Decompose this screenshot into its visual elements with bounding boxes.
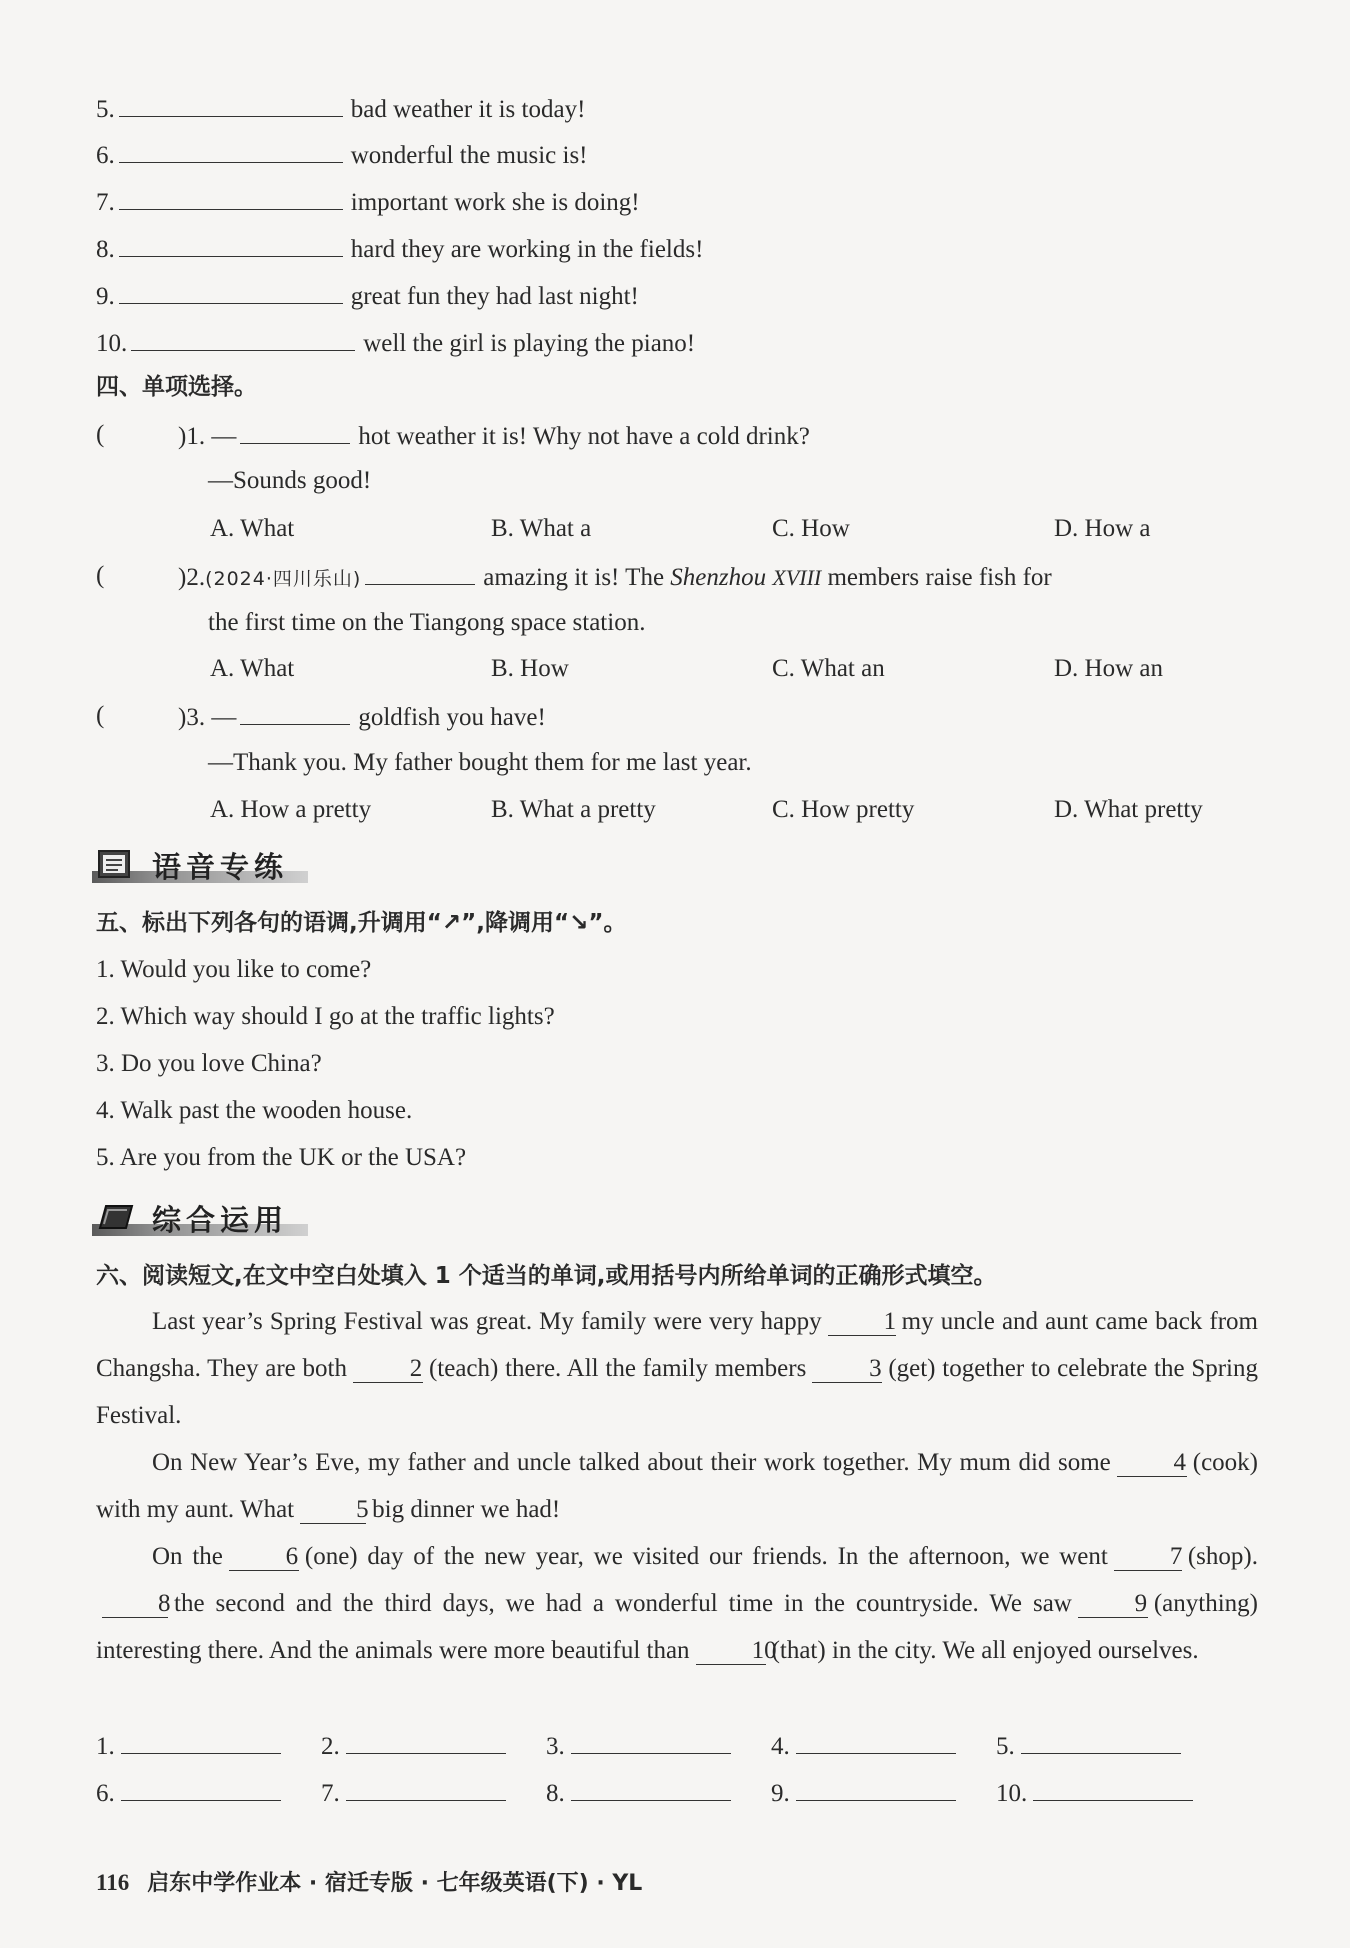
item-text: wonderful the music is! xyxy=(350,142,588,169)
intonation-item: 3. Do you love China? xyxy=(96,1050,322,1077)
option-d[interactable]: D. How a xyxy=(1054,515,1151,542)
question-source: (2024·四川乐山) xyxy=(205,568,362,590)
intonation-item: 4. Walk past the wooden house. xyxy=(96,1097,413,1124)
answer-slot[interactable] xyxy=(996,1776,1193,1810)
passage-text: the second and the third days, we had a wonderful time in the countryside. We saw xyxy=(174,1590,1072,1617)
cloze-blank-6[interactable]: 6 xyxy=(229,1544,299,1571)
answer-number: 3. xyxy=(546,1733,565,1760)
answer-blank[interactable] xyxy=(119,92,343,117)
answer-blank[interactable] xyxy=(119,279,343,304)
section-title-intonation: 五、标出下列各句的语调,升调用“↗”,降调用“↘”。 xyxy=(96,910,627,936)
roman-numeral: XVIII xyxy=(772,565,822,590)
answer-slot[interactable] xyxy=(771,1729,956,1763)
answer-line[interactable] xyxy=(571,1776,731,1801)
passage-paragraph-2 xyxy=(96,1439,1258,1533)
answer-blank[interactable] xyxy=(119,185,343,210)
spacecraft-name: Shenzhou xyxy=(670,564,767,591)
question-number: )1. — xyxy=(178,423,237,450)
passage-paragraph-1 xyxy=(96,1298,1258,1439)
question-2 xyxy=(178,560,1052,595)
passage-paragraph-3 xyxy=(96,1533,1258,1674)
option-b[interactable]: B. How xyxy=(491,655,569,682)
answer-slot[interactable] xyxy=(321,1776,506,1810)
passage-text: (cook) with my aunt. What xyxy=(96,1449,1258,1523)
answer-number: 1. xyxy=(96,1733,115,1760)
answer-blank[interactable] xyxy=(119,232,343,257)
question-text: hot weather it is! Why not have a cold drink? xyxy=(358,423,810,450)
option-b[interactable]: B. What a xyxy=(491,515,592,542)
answer-line[interactable] xyxy=(346,1729,506,1754)
banner-label: 综合运用 xyxy=(152,1203,289,1237)
exclamation-item-7 xyxy=(96,185,640,219)
cloze-blank-9[interactable]: 9 xyxy=(1078,1591,1148,1618)
option-a[interactable]: A. What xyxy=(210,655,295,682)
answer-number: 4. xyxy=(771,1733,790,1760)
answer-slot[interactable] xyxy=(771,1776,956,1810)
question-text: amazing it is! The xyxy=(483,564,665,591)
option-d[interactable]: D. What pretty xyxy=(1054,796,1203,823)
passage-text: (get) together to celebrate the Spring Festival. xyxy=(96,1355,1259,1429)
item-number: 9. xyxy=(96,283,115,310)
section-title-multiple-choice: 四、单项选择。 xyxy=(96,374,257,400)
cloze-blank-8[interactable]: 8 xyxy=(102,1591,168,1618)
option-d[interactable]: D. How an xyxy=(1054,655,1164,682)
question-blank[interactable] xyxy=(240,419,350,444)
item-text: bad weather it is today! xyxy=(350,96,586,123)
question-2-line2: the first time on the Tiangong space station. xyxy=(208,609,646,636)
item-number: 6. xyxy=(96,142,115,169)
item-text: hard they are working in the fields! xyxy=(350,236,704,263)
banner-label: 语音专练 xyxy=(152,850,289,884)
passage-text: (teach) there. All the family members xyxy=(428,1355,807,1382)
question-number: )3. — xyxy=(178,704,237,731)
exclamation-item-8 xyxy=(96,232,703,266)
cloze-blank-4[interactable]: 4 xyxy=(1117,1450,1187,1477)
passage-text: (one) day of the new year, we visited our friends. In the afternoon, we went xyxy=(304,1543,1108,1570)
answer-number: 5. xyxy=(996,1733,1015,1760)
passage-text: (shop). xyxy=(1187,1543,1258,1570)
answer-line[interactable] xyxy=(796,1729,956,1754)
section-banner-integrated xyxy=(92,1196,308,1242)
section-title-cloze: 六、阅读短文,在文中空白处填入 1 个适当的单词,或用括号内所给单词的正确形式填空。 xyxy=(96,1263,997,1289)
option-b[interactable]: B. What a pretty xyxy=(491,796,656,823)
passage-text: my uncle and aunt came back from Changsha. They are both xyxy=(96,1308,1258,1382)
item-number: 8. xyxy=(96,236,115,263)
cloze-blank-3[interactable]: 3 xyxy=(812,1356,882,1383)
answer-line[interactable] xyxy=(346,1776,506,1801)
answer-line[interactable] xyxy=(571,1729,731,1754)
answer-line[interactable] xyxy=(796,1776,956,1801)
answer-slot[interactable] xyxy=(321,1729,506,1763)
answer-number: 6. xyxy=(96,1780,115,1807)
answer-line[interactable] xyxy=(121,1776,281,1801)
book-title: 启东中学作业本 · 宿迁专版 · 七年级英语(下) · YL xyxy=(147,1871,643,1896)
intonation-item: 2. Which way should I go at the traffic lights? xyxy=(96,1003,555,1030)
answer-slot[interactable] xyxy=(996,1729,1181,1763)
answer-number: 7. xyxy=(321,1780,340,1807)
exclamation-item-10 xyxy=(96,326,695,360)
passage-text: On the xyxy=(152,1543,223,1570)
passage-text: big dinner we had! xyxy=(372,1496,561,1523)
cloze-blank-10[interactable]: 10 xyxy=(696,1638,766,1665)
exclamation-item-9 xyxy=(96,279,639,313)
item-text: well the girl is playing the piano! xyxy=(363,330,696,357)
passage-text: Last year’s Spring Festival was great. My family were very happy xyxy=(152,1308,822,1335)
cloze-blank-2[interactable]: 2 xyxy=(353,1356,423,1383)
cloze-blank-1[interactable]: 1 xyxy=(828,1309,896,1336)
answer-slot[interactable] xyxy=(546,1729,731,1763)
question-text-cont: members raise fish for xyxy=(827,564,1052,591)
option-c[interactable]: C. How pretty xyxy=(772,796,915,823)
answer-number: 2. xyxy=(321,1733,340,1760)
section-banner-pronunciation xyxy=(92,843,308,889)
exclamation-item-5 xyxy=(96,92,585,126)
option-a[interactable]: A. What xyxy=(210,515,295,542)
page-number: 116 xyxy=(96,1870,130,1895)
question-text: goldfish you have! xyxy=(358,704,546,731)
page-footer xyxy=(96,1866,642,1897)
item-text: great fun they had last night! xyxy=(350,283,639,310)
option-c[interactable]: C. What an xyxy=(772,655,885,682)
passage-text: (that) in the city. We all enjoyed ourselves. xyxy=(771,1637,1199,1664)
item-number: 10. xyxy=(96,330,128,357)
option-a[interactable]: A. How a pretty xyxy=(210,796,372,823)
answer-slot[interactable] xyxy=(96,1776,281,1810)
question-blank[interactable] xyxy=(365,560,475,585)
item-number: 7. xyxy=(96,189,115,216)
item-text: important work she is doing! xyxy=(350,189,640,216)
answer-slot[interactable] xyxy=(96,1729,281,1763)
question-3 xyxy=(178,700,546,734)
intonation-item: 5. Are you from the UK or the USA? xyxy=(96,1144,467,1171)
question-3-reply: —Thank you. My father bought them for me last year. xyxy=(208,749,752,776)
passage-text: On New Year’s Eve, my father and uncle talked about their work together. My mum did some xyxy=(152,1449,1111,1476)
answer-number: 8. xyxy=(546,1780,565,1807)
answer-blank[interactable] xyxy=(119,138,343,163)
answer-line[interactable] xyxy=(1033,1776,1193,1801)
question-blank[interactable] xyxy=(240,700,350,725)
book-icon xyxy=(96,1200,136,1234)
option-c[interactable]: C. How xyxy=(772,515,850,542)
question-1 xyxy=(178,419,810,453)
question-1-reply: —Sounds good! xyxy=(208,467,372,494)
notebook-icon xyxy=(96,847,136,881)
answer-line[interactable] xyxy=(121,1729,281,1754)
answer-paren[interactable]: ( xyxy=(96,421,105,448)
answer-paren[interactable]: ( xyxy=(96,562,105,589)
answer-slot[interactable] xyxy=(546,1776,731,1810)
item-number: 5. xyxy=(96,96,115,123)
answer-number: 9. xyxy=(771,1780,790,1807)
cloze-blank-5[interactable]: 5 xyxy=(300,1497,366,1524)
answer-line[interactable] xyxy=(1021,1729,1181,1754)
cloze-blank-7[interactable]: 7 xyxy=(1114,1544,1182,1571)
passage-text: (anything) interesting there. And the animals were more beautiful than xyxy=(96,1590,1258,1664)
answer-paren[interactable]: ( xyxy=(96,702,105,729)
exclamation-item-6 xyxy=(96,138,588,172)
question-number: )2. xyxy=(178,564,206,591)
answer-blank[interactable] xyxy=(131,326,355,351)
intonation-item: 1. Would you like to come? xyxy=(96,956,372,983)
answer-number: 10. xyxy=(996,1780,1028,1807)
